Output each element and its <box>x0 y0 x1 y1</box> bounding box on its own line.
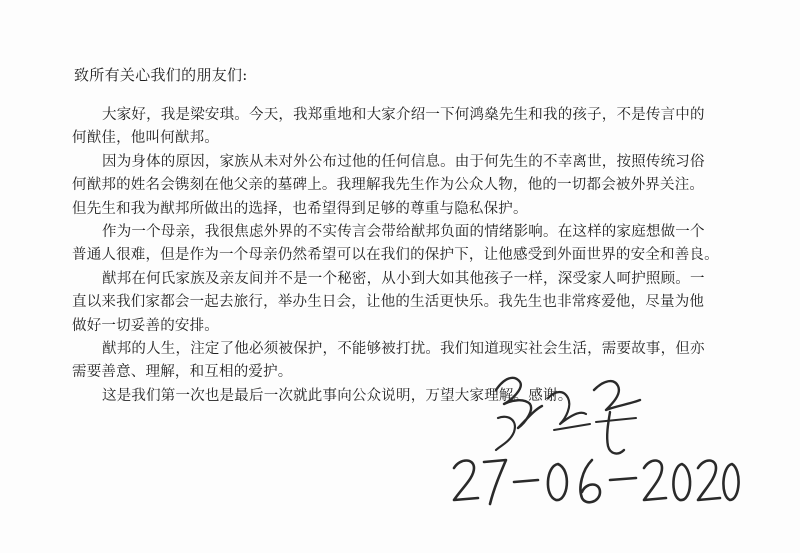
salutation: 致所有关心我们的朋友们: <box>74 66 248 84</box>
letter-line: 普通人很难，但是作为一个母亲仍然希望可以在我们的保护下，让他感受到外面世界的安全和善良。 <box>72 247 719 264</box>
letter-line: 因为身体的原因，家族从未对外公布过他的任何信息。由于何先生的不幸离世，按照传统习俗 <box>102 153 705 170</box>
letter-line: 但先生和我为猷邦所做出的选择，也希望得到足够的尊重与隐私保护。 <box>72 200 528 217</box>
handwritten-signature <box>490 360 650 460</box>
letter-line: 何猷邦的姓名会镌刻在他父亲的墓碑上。我理解我先生作为公众人物，他的一切都会被外界关注。 <box>72 177 705 194</box>
letter-line: 作为一个母亲，我很焦虑外界的不实传言会带给猷邦负面的情绪影响。在这样的家庭想做一个 <box>102 223 705 240</box>
letter-line: 猷邦的人生，注定了他必须被保护，不能够被打扰。我们知道现实社会生活，需要故事，但亦 <box>102 340 705 357</box>
letter-line: 大家好，我是梁安琪。今天，我郑重地和大家介绍一下何鸿燊先生和我的孩子，不是传言中的 <box>102 107 705 123</box>
letter-line: 做好一切妥善的安排。 <box>72 317 219 334</box>
letter-line: 直以来我们家都会一起去旅行，举办生日会，让他的生活更快乐。我先生也非常疼爱他，尽量为他 <box>72 294 705 311</box>
letter-line: 这是我们第一次也是最后一次就此事向公众说明，万望大家理解。感谢。 <box>102 387 573 404</box>
letter-line: 何猷佳，他叫何猷邦。 <box>72 130 219 147</box>
letter-line: 需要善意、理解，和互相的爱护。 <box>72 364 293 381</box>
handwritten-date <box>440 448 740 518</box>
letter-line: 猷邦在何氏家族及亲友间并不是一个秘密，从小到大如其他孩子一样，深受家人呵护照顾。一 <box>102 270 705 287</box>
